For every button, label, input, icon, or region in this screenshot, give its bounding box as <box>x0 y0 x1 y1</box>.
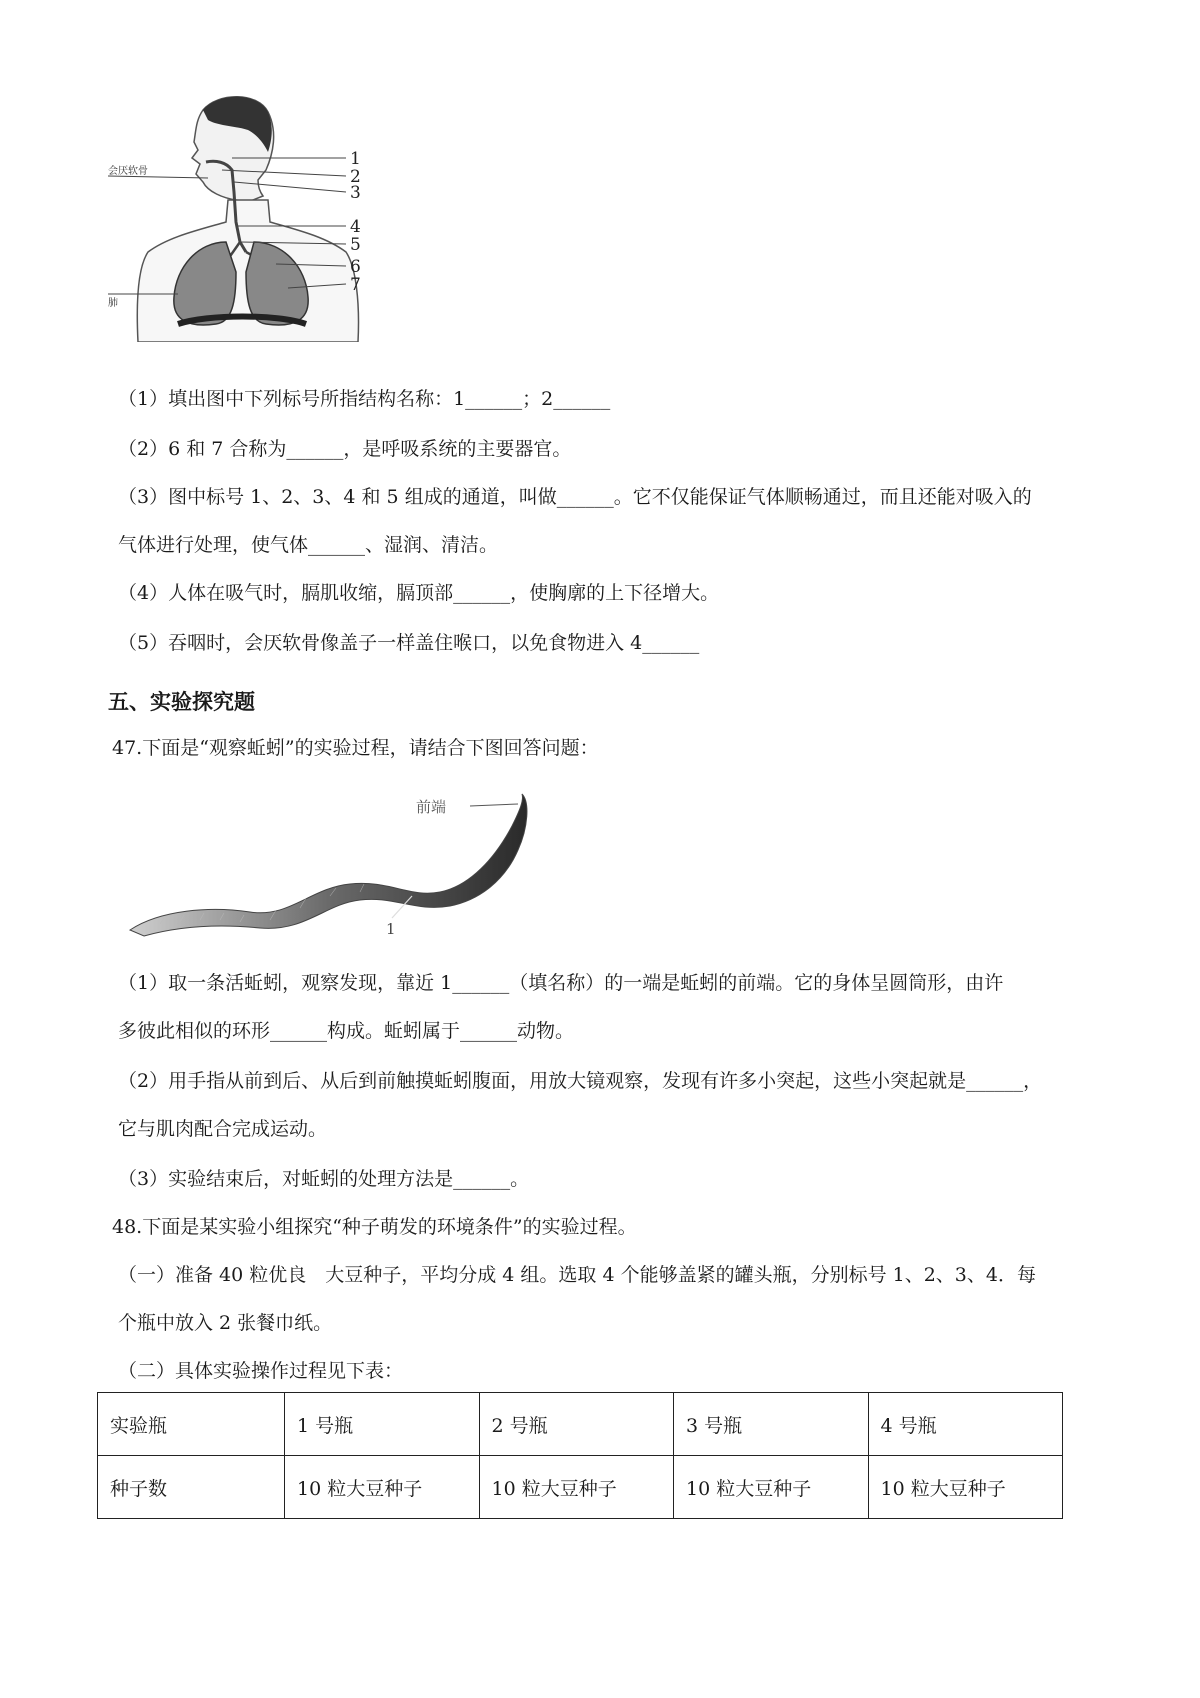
q46-part4: （4）人体在吸气时，膈肌收缩，膈顶部______，使胸廓的上下径增大。 <box>118 582 720 604</box>
earthworm-figure <box>120 788 560 938</box>
label-2: 2 <box>350 167 361 187</box>
q48-part1a: （一）准备 40 粒优良 大豆种子，平均分成 4 组。选取 4 个能够盖紧的罐头瓶，分别标号 1、2、3、4．每 <box>118 1264 1036 1286</box>
q46-part1: （1）填出图中下列标号所指结构名称：1______；2______ <box>118 388 611 410</box>
q47-part3: （3）实验结束后，对蚯蚓的处理方法是______。 <box>118 1168 530 1190</box>
label-epiglottis: 会厌软骨 <box>108 166 148 177</box>
table-cell: 4 号瓶 <box>868 1393 1063 1456</box>
front-end-label: 前端 <box>416 798 447 816</box>
q48-stem: 48.下面是某实验小组探究“种子萌发的环境条件”的实验过程。 <box>112 1216 637 1238</box>
label-1: 1 <box>350 149 361 169</box>
table-cell: 10 粒大豆种子 <box>285 1456 480 1519</box>
q46-part2: （2）6 和 7 合称为______，是呼吸系统的主要器官。 <box>118 438 572 460</box>
table-cell: 3 号瓶 <box>674 1393 869 1456</box>
table-cell: 10 粒大豆种子 <box>479 1456 674 1519</box>
q48-part1b: 个瓶中放入 2 张餐巾纸。 <box>118 1312 333 1334</box>
label-lung: 肺 <box>108 298 118 309</box>
table-row <box>98 1393 1063 1456</box>
table-cell: 1 号瓶 <box>285 1393 480 1456</box>
q47-part1a: （1）取一条活蚯蚓，观察发现，靠近 1______（填名称）的一端是蚯蚓的前端。它的身体呈圆筒形，由许 <box>118 972 1004 994</box>
table-row <box>98 1456 1063 1519</box>
table-cell: 种子数 <box>98 1456 285 1519</box>
table-cell: 2 号瓶 <box>479 1393 674 1456</box>
label-7: 7 <box>350 275 361 295</box>
q46-part5: （5）吞咽时，会厌软骨像盖子一样盖住喉口，以免食物进入 4______ <box>118 632 700 654</box>
label-4: 4 <box>350 217 361 237</box>
q47-part1b: 多彼此相似的环形______构成。蚯蚓属于______动物。 <box>118 1020 575 1042</box>
respiratory-system-figure <box>108 92 388 342</box>
q46-part3b: 气体进行处理，使气体______、湿润、清洁。 <box>118 534 499 556</box>
q47-stem: 47.下面是“观察蚯蚓”的实验过程，请结合下图回答问题： <box>112 737 599 759</box>
worm-label-1: 1 <box>386 920 396 938</box>
table-cell: 10 粒大豆种子 <box>868 1456 1063 1519</box>
q48-part2: （二）具体实验操作过程见下表： <box>118 1360 404 1382</box>
label-5: 5 <box>350 235 361 255</box>
q46-part3a: （3）图中标号 1、2、3、4 和 5 组成的通道，叫做______。它不仅能保证气体顺畅通过，而且还能对吸入的 <box>118 486 1032 508</box>
section-title: 五、实验探究题 <box>108 690 255 714</box>
table-cell: 10 粒大豆种子 <box>674 1456 869 1519</box>
label-6: 6 <box>350 257 361 277</box>
label-3: 3 <box>350 183 361 203</box>
experiment-table <box>97 1392 1063 1519</box>
q47-part2a: （2）用手指从前到后、从后到前触摸蚯蚓腹面，用放大镜观察，发现有许多小突起，这些小突起就是______， <box>118 1070 1043 1092</box>
q47-part2b: 它与肌肉配合完成运动。 <box>118 1118 328 1140</box>
table-cell: 实验瓶 <box>98 1393 285 1456</box>
